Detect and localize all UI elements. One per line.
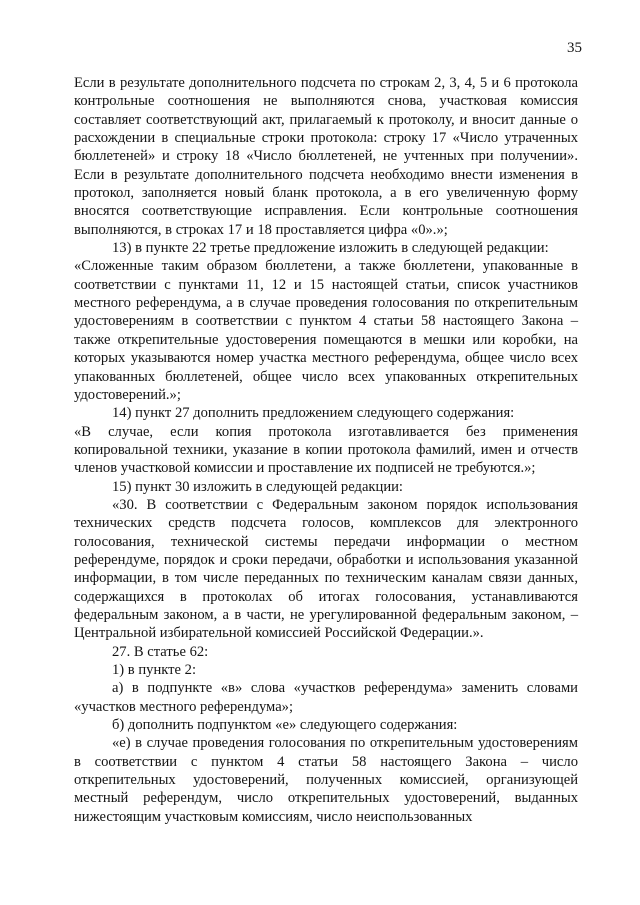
document-body (74, 74, 578, 826)
page-number: 35 (567, 40, 582, 56)
paragraph: 1) в пункте 2: (112, 662, 197, 678)
paragraph: 13) в пункте 22 третье предложение изложить в следующей редакции: (112, 240, 549, 257)
paragraph: «Сложенные таким образом бюллетени, а также бюллетени, упакованные в соответствии с пунктами 11, 12 и 15 настоящей статьи, список участников местного референдума, а в случае проведения голосования по открепительным удостоверениям в соответствии с пунктом 4 статьи 58 настоящего Закона – также открепительные удостоверения помещаются в мешки или коробки, на которых указываются номер участка местного референдума, общее число всех упакованных бюллетеней, общее число всех упакованных открепительных удостоверений.»; (74, 258, 578, 403)
paragraph: 14) пункт 27 дополнить предложением следующего содержания: (112, 405, 515, 422)
paragraph: «30. В соответствии с Федеральным законом порядок использования технических средств подсчета голосов, комплексов для электронного голосования, технической системы передачи информации о местном референдуме, порядок и сроки передачи, обработки и использования указанной информации, в том числе переданных по техническим каналам связи данных, содержащихся в протоколах об итогах голосования, устанавливаются федеральным законом, а в части, не урегулированной федеральным законом, – Центральной избирательной комиссией Российской Федерации.». (74, 496, 578, 642)
paragraph: Если в результате дополнительного подсчета по строкам 2, 3, 4, 5 и 6 протокола контрольные соотношения не выполняются снова, участковая комиссия составляет соответствующий акт, прилагаемый к протоколу, и вносит данные о расхождении в специальные строки протокола: строку 17 «Число утраченных бюллетеней» и строку 18 «Число бюллетеней, не учтенных при получении». Если в результате дополнительного подсчета необходимо внести изменения в протокол, заполняется новый бланк протокола, а в его увеличенную форму вносятся соответствующие исправления. Если контрольные соотношения выполняются, в строках 17 и 18 проставляется цифра «0».»; (74, 75, 578, 238)
paragraph: б) дополнить подпунктом «е» следующего содержания: (112, 717, 458, 734)
paragraph: «В случае, если копия протокола изготавливается без применения копировальной техники, указание в копии протокола фамилий, имен и отчеств членов участковой комиссии и проставление их подписей не требуются.»; (74, 423, 578, 477)
paragraph: 15) пункт 30 изложить в следующей редакции: (112, 478, 403, 495)
paragraph: а) в подпункте «в» слова «участков референдума» заменить словами «участков местного референдума»; (74, 680, 578, 715)
paragraph: 27. В статье 62: (112, 643, 209, 660)
paragraph: «е) в случае проведения голосования по открепительным удостоверениям в соответствии с пунктом 4 статьи 58 настоящего Закона – число открепительных удостоверений, полученных комиссией, организующей местный референдум, число открепительных удостоверений, выданных нижестоящим участковым комиссиям, число неиспользованных (74, 735, 578, 825)
